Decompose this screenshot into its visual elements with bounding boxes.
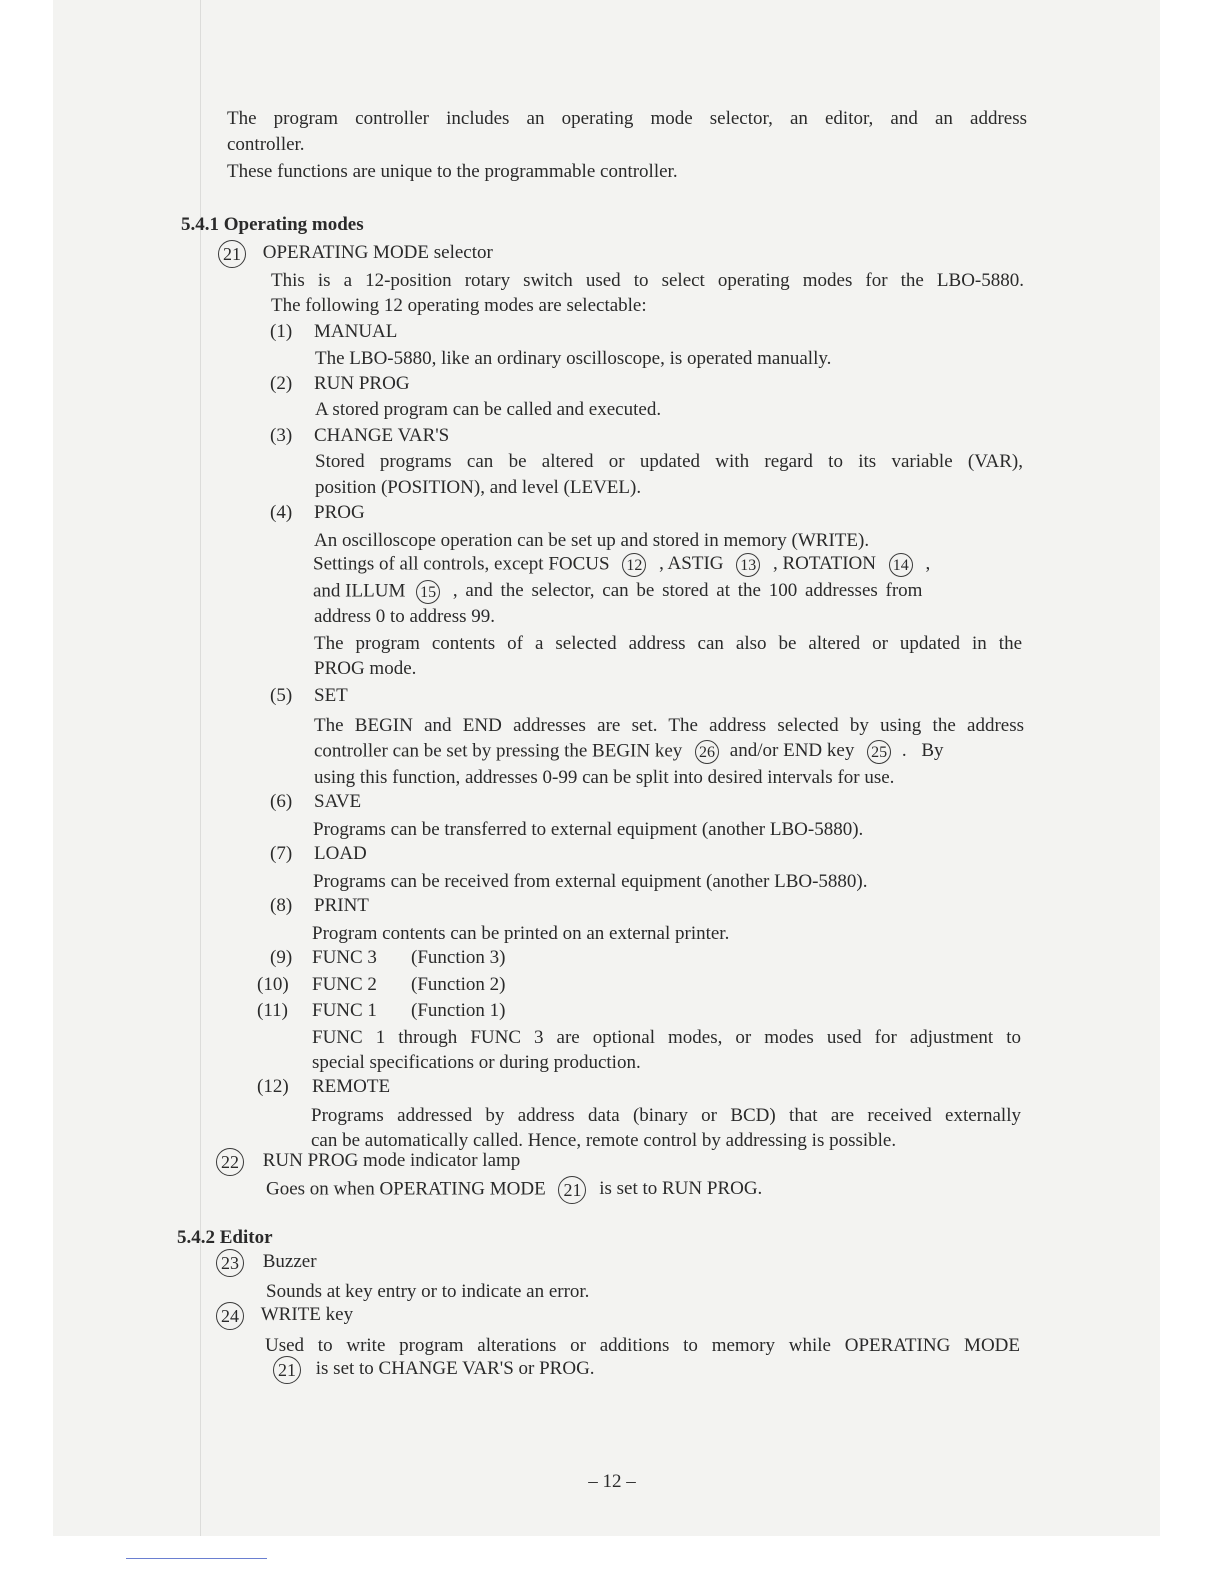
- item-number-circle: 23: [216, 1249, 244, 1277]
- prog-detail-line-5: PROG mode.: [314, 658, 417, 679]
- mode-function: (Function 1): [411, 1000, 506, 1021]
- ref-circle-12: 12: [622, 553, 646, 577]
- prog-detail-line-1: [313, 553, 930, 577]
- mode-name: CHANGE VAR'S: [314, 425, 450, 446]
- set-detail-line-3: using this function, addresses 0-99 can be split into desired intervals for use.: [314, 767, 895, 788]
- mode-desc: The LBO-5880, like an ordinary oscilloscope, is operated manually.: [315, 348, 832, 369]
- item-desc-text: Goes on when OPERATING MODE: [266, 1178, 546, 1200]
- ref-circle-13: 13: [736, 553, 760, 577]
- mode-name: REMOTE: [312, 1076, 391, 1097]
- section-title: Editor: [219, 1227, 273, 1248]
- mode-name: SAVE: [314, 791, 362, 812]
- intro-line-1: The program controller includes an operating mode selector, an editor, and an address: [227, 108, 1027, 129]
- mode-number: (2): [270, 373, 293, 394]
- prog-text: ,: [925, 553, 931, 575]
- prog-detail-line-2: [313, 580, 922, 604]
- item-22-desc: [266, 1176, 762, 1204]
- mode-name: MANUAL: [314, 321, 398, 342]
- mode-name: LOAD: [314, 843, 367, 864]
- mode-desc: Programs addressed by address data (binary or BCD) that are received externally: [311, 1105, 1021, 1126]
- intro-line-2: controller.: [227, 134, 305, 155]
- ref-circle-21: 21: [558, 1176, 586, 1204]
- mode-number: (8): [270, 895, 293, 916]
- scan-edge-line: [126, 1558, 267, 1559]
- section-5-4-2-heading: [177, 1227, 273, 1249]
- item-title: Buzzer: [262, 1251, 317, 1273]
- item-21-heading: [218, 240, 493, 268]
- mode-desc: Programs can be received from external equipment (another LBO-5880).: [313, 871, 868, 892]
- mode-name: SET: [314, 685, 348, 706]
- item-desc-text: is set to RUN PROG.: [599, 1178, 763, 1200]
- item-23-desc: Sounds at key entry or to indicate an error.: [266, 1281, 590, 1302]
- mode-name: FUNC 1: [312, 1000, 377, 1021]
- item-title: OPERATING MODE selector: [262, 242, 493, 264]
- mode-number: (7): [270, 843, 293, 864]
- set-detail-line-1: The BEGIN and END addresses are set. The address selected by using the address: [314, 715, 1024, 736]
- item-24-desc-2: [273, 1356, 595, 1384]
- mode-number: (1): [270, 321, 293, 342]
- mode-number: (10): [257, 974, 289, 995]
- item-number-circle: 22: [216, 1148, 244, 1176]
- item-number-circle: 24: [216, 1302, 244, 1330]
- mode-number: (5): [270, 685, 293, 706]
- ref-circle-15: 15: [416, 580, 440, 604]
- item-22-heading: [216, 1148, 520, 1176]
- mode-desc: Programs can be transferred to external equipment (another LBO-5880).: [313, 819, 864, 840]
- ref-circle-14: 14: [889, 553, 913, 577]
- mode-name: RUN PROG: [314, 373, 410, 394]
- mode-desc: special specifications or during production.: [312, 1052, 641, 1073]
- mode-number: (6): [270, 791, 293, 812]
- mode-desc: FUNC 1 through FUNC 3 are optional modes, or modes used for adjustment to: [312, 1027, 1021, 1048]
- mode-number: (9): [270, 947, 293, 968]
- mode-name: PROG: [314, 502, 365, 523]
- prog-detail-line-4: The program contents of a selected address can also be altered or updated in the: [314, 633, 1022, 654]
- item-title: WRITE key: [260, 1304, 354, 1326]
- section-title: Operating modes: [223, 214, 364, 235]
- mode-desc: can be automatically called. Hence, remote control by addressing is possible.: [311, 1130, 897, 1151]
- intro-line-3: These functions are unique to the programmable controller.: [227, 161, 678, 182]
- set-text: . By: [901, 740, 944, 762]
- item-23-heading: [216, 1249, 317, 1277]
- prog-text: , and the selector, can be stored at the 100 addresses from: [452, 580, 923, 602]
- mode-function: (Function 2): [411, 974, 506, 995]
- ref-circle-26: 26: [695, 740, 719, 764]
- set-text: and/or END key: [729, 740, 855, 762]
- page-number: – 12 –: [588, 1471, 636, 1492]
- item-21-desc-2: The following 12 operating modes are selectable:: [271, 295, 647, 316]
- mode-number: (4): [270, 502, 293, 523]
- mode-name: FUNC 3: [312, 947, 377, 968]
- ref-circle-25: 25: [867, 740, 891, 764]
- mode-name: PRINT: [314, 895, 369, 916]
- prog-text: Settings of all controls, except FOCUS: [313, 553, 610, 575]
- mode-number: (12): [257, 1076, 289, 1097]
- set-detail-line-2: [314, 740, 944, 764]
- section-5-4-1-heading: [181, 214, 364, 236]
- mode-function: (Function 3): [411, 947, 506, 968]
- mode-desc: Program contents can be printed on an external printer.: [312, 923, 730, 944]
- set-text: controller can be set by pressing the BEGIN key: [314, 740, 683, 762]
- mode-desc: Stored programs can be altered or updated with regard to its variable (VAR),: [315, 451, 1023, 472]
- item-desc-text: is set to CHANGE VAR'S or PROG.: [315, 1358, 595, 1380]
- prog-text: , ROTATION: [773, 553, 876, 575]
- item-24-desc-1: Used to write program alterations or additions to memory while OPERATING MODE: [265, 1335, 1020, 1356]
- mode-number: (11): [257, 1000, 288, 1021]
- mode-desc: An oscilloscope operation can be set up and stored in memory (WRITE).: [314, 530, 870, 551]
- item-21-desc-1: This is a 12-position rotary switch used to select operating modes for the LBO-5880.: [271, 270, 1024, 291]
- item-number-circle: 21: [218, 240, 246, 268]
- mode-number: (3): [270, 425, 293, 446]
- item-24-heading: [216, 1302, 353, 1330]
- mode-name: FUNC 2: [312, 974, 377, 995]
- section-number: 5.4.2: [177, 1227, 215, 1248]
- prog-detail-line-3: address 0 to address 99.: [314, 606, 495, 627]
- item-title: RUN PROG mode indicator lamp: [262, 1150, 521, 1172]
- mode-desc: A stored program can be called and executed.: [315, 399, 662, 420]
- section-number: 5.4.1: [181, 214, 219, 235]
- prog-text: , ASTIG: [659, 553, 724, 575]
- mode-desc: position (POSITION), and level (LEVEL).: [315, 477, 642, 498]
- ref-circle-21: 21: [273, 1356, 301, 1384]
- prog-text: and ILLUM: [313, 580, 406, 602]
